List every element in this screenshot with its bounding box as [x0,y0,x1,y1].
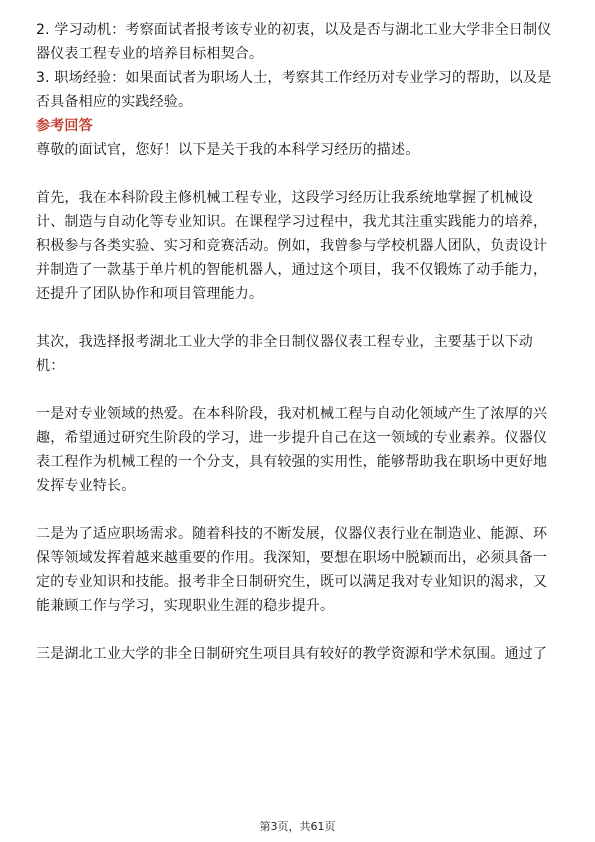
page-number-footer: 第3页，共61页 [259,820,336,833]
paragraph-reason-three [36,642,564,666]
paragraph-reason-one [36,402,564,498]
paragraph-line: 趣，希望通过研究生阶段的学习，进一步提升自己在这一领域的专业素养。仪器仪 [36,430,548,446]
criteria-line: 否具备相应的实践经验。 [36,94,193,110]
paragraph-line: 表工程作为机械工程的一个分支，具有较强的实用性，能够帮助我在职场中更好地 [36,454,548,470]
paragraph-line: 三是湖北工业大学的非全日制研究生项目具有较好的教学资源和学术氛围。通过了 [36,646,548,662]
paragraph-line: 保等领域发挥着越来越重要的作用。我深知，要想在职场中脱颖而出，必须具备一 [36,550,548,566]
criteria-line: 器仪表工程专业的培养目标相契合。 [36,46,264,62]
criteria-list [36,18,564,114]
paragraph-line: 一是对专业领域的热爱。在本科阶段，我对机械工程与自动化领域产生了浓厚的兴 [36,406,548,422]
paragraph-line: 发挥专业特长。 [36,478,136,494]
document-page [36,18,564,666]
paragraph-second [36,330,564,378]
criteria-line: 3. 职场经验：如果面试者为职场人士，考察其工作经历对专业学习的帮助，以及是 [36,70,552,86]
paragraph-gap [36,618,564,642]
paragraph-line: 机： [36,358,65,374]
paragraph-gap [36,378,564,402]
paragraph-line: 还提升了团队协作和项目管理能力。 [36,286,264,302]
paragraph-line: 首先，我在本科阶段主修机械工程专业，这段学习经历让我系统地掌握了机械设 [36,190,533,206]
paragraph-line: 能兼顾工作与学习，实现职业生涯的稳步提升。 [36,598,335,614]
paragraph-greeting [36,138,564,162]
paragraph-gap [36,306,564,330]
criteria-line: 2. 学习动机：考察面试者报考该专业的初衷，以及是否与湖北工业大学非全日制仪 [36,22,552,38]
paragraph-line: 定的专业知识和技能。报考非全日制研究生，既可以满足我对专业知识的渴求，又 [36,574,548,590]
paragraph-first [36,186,564,306]
paragraph-line: 尊敬的面试官，您好！以下是关于我的本科学习经历的描述。 [36,142,420,158]
answer-heading: 参考回答 [36,118,93,134]
paragraph-line: 二是为了适应职场需求。随着科技的不断发展，仪器仪表行业在制造业、能源、环 [36,526,548,542]
paragraph-line: 计、制造与自动化等专业知识。在课程学习过程中，我尤其注重实践能力的培养， [36,214,548,230]
paragraph-gap [36,498,564,522]
paragraph-reason-two [36,522,564,618]
paragraph-line: 其次，我选择报考湖北工业大学的非全日制仪器仪表工程专业，主要基于以下动 [36,334,533,350]
paragraph-gap [36,162,564,186]
paragraph-line: 积极参与各类实验、实习和竞赛活动。例如，我曾参与学校机器人团队，负责设计 [36,238,548,254]
paragraph-line: 并制造了一款基于单片机的智能机器人，通过这个项目，我不仅锻炼了动手能力， [36,262,548,278]
